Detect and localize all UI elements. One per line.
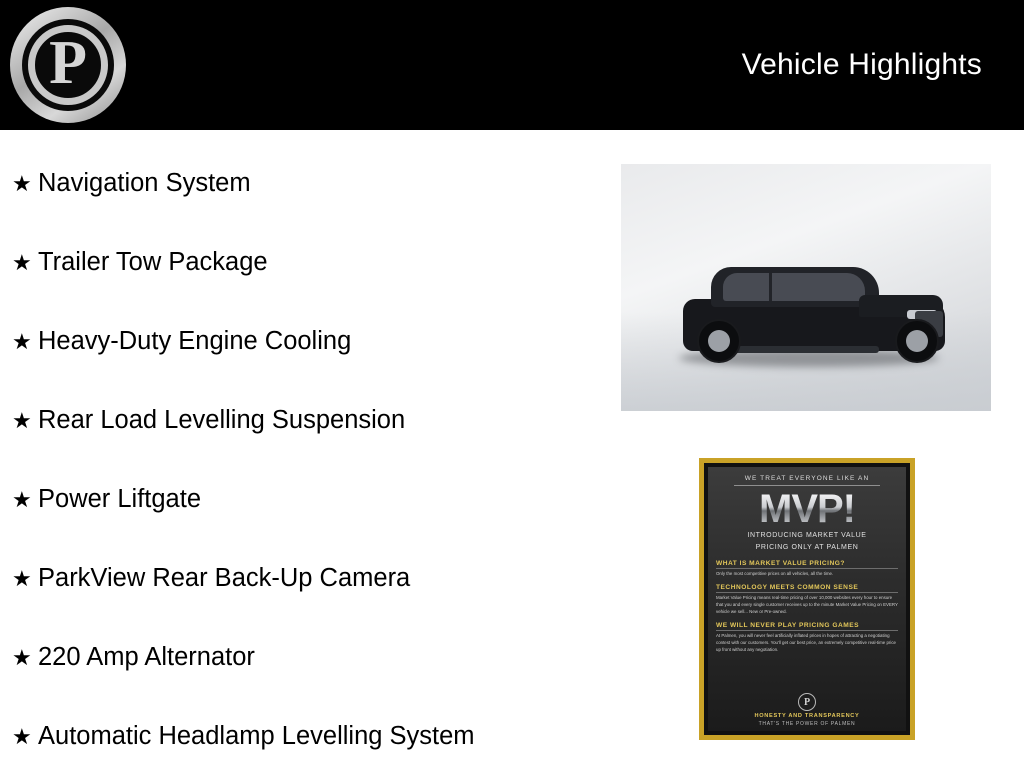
star-icon: ★ [12,407,32,433]
feature-label: Navigation System [38,169,251,197]
feature-label: 220 Amp Alternator [38,643,255,671]
logo-letter: P [49,29,87,97]
star-icon: ★ [12,170,32,196]
mvp-subtitle-line-2: PRICING ONLY AT PALMEN [755,544,859,552]
mvp-section-heading: WHAT IS MARKET VALUE PRICING? [716,560,898,569]
star-icon: ★ [12,249,32,275]
star-icon: ★ [12,565,32,591]
mvp-footer-sub: THAT'S THE POWER OF PALMEN [758,721,856,727]
list-item [0,697,600,776]
mvp-section-body: Market Value Pricing means real-time pricing of over 10,000 websites every hour to ensure that you and every single customer receives up to the minute Market Value Pricing on EVERY vehicle we sell... New or Pre-owned. [716,595,898,614]
list-item [0,381,600,460]
mvp-section [716,560,898,578]
mvp-flyer-inner [708,467,906,731]
mvp-footer-line: HONESTY AND TRANSPARENCY [754,713,860,719]
star-icon: ★ [12,486,32,512]
mvp-divider [734,485,880,486]
list-item [0,223,600,302]
suv-illustration [683,255,945,363]
vehicle-highlights-list [0,144,600,776]
feature-label: Automatic Headlamp Levelling System [38,722,475,750]
page-title: Vehicle Highlights [741,48,982,81]
star-icon: ★ [12,644,32,670]
mvp-section-heading: WE WILL NEVER PLAY PRICING GAMES [716,622,898,631]
list-item [0,460,600,539]
mvp-section-body: Only the most competitive prices on all vehicles, all the time. [716,570,834,576]
mvp-subtitle-line-1: INTRODUCING MARKET VALUE [747,532,867,539]
suv-rear-wheel [697,319,741,363]
feature-label: Trailer Tow Package [38,248,268,276]
palmen-badge-icon: P [798,693,816,711]
mvp-title: MVP! [716,490,898,528]
mvp-section [716,584,898,615]
feature-label: Heavy-Duty Engine Cooling [38,327,352,355]
suv-rocker-panel [719,346,879,353]
list-item [0,302,600,381]
star-icon: ★ [12,328,32,354]
mvp-footer [708,692,906,728]
palmen-p-logo [8,5,128,125]
page-content [0,130,1024,768]
feature-label: Rear Load Levelling Suspension [38,406,406,434]
mvp-tagline: WE TREAT EVERYONE LIKE AN [744,475,870,482]
mvp-section [716,622,898,653]
list-item [0,618,600,697]
page-header [0,0,1024,130]
suv-front-wheel [895,319,939,363]
list-item [0,539,600,618]
vehicle-photo [621,164,991,411]
mvp-section-body: At Palmen, you will never feel artificially inflated prices in hopes of attracting a negotiating contest with our customers. You'll get our best price, an extremely competitive real-time price up front without any negotiation. [716,633,896,652]
mvp-flyer [699,458,915,740]
suv-windows [723,273,865,301]
feature-label: Power Liftgate [38,485,202,513]
mvp-section-heading: TECHNOLOGY MEETS COMMON SENSE [716,584,898,593]
list-item [0,144,600,223]
star-icon: ★ [12,723,32,749]
feature-label: ParkView Rear Back-Up Camera [38,564,411,592]
